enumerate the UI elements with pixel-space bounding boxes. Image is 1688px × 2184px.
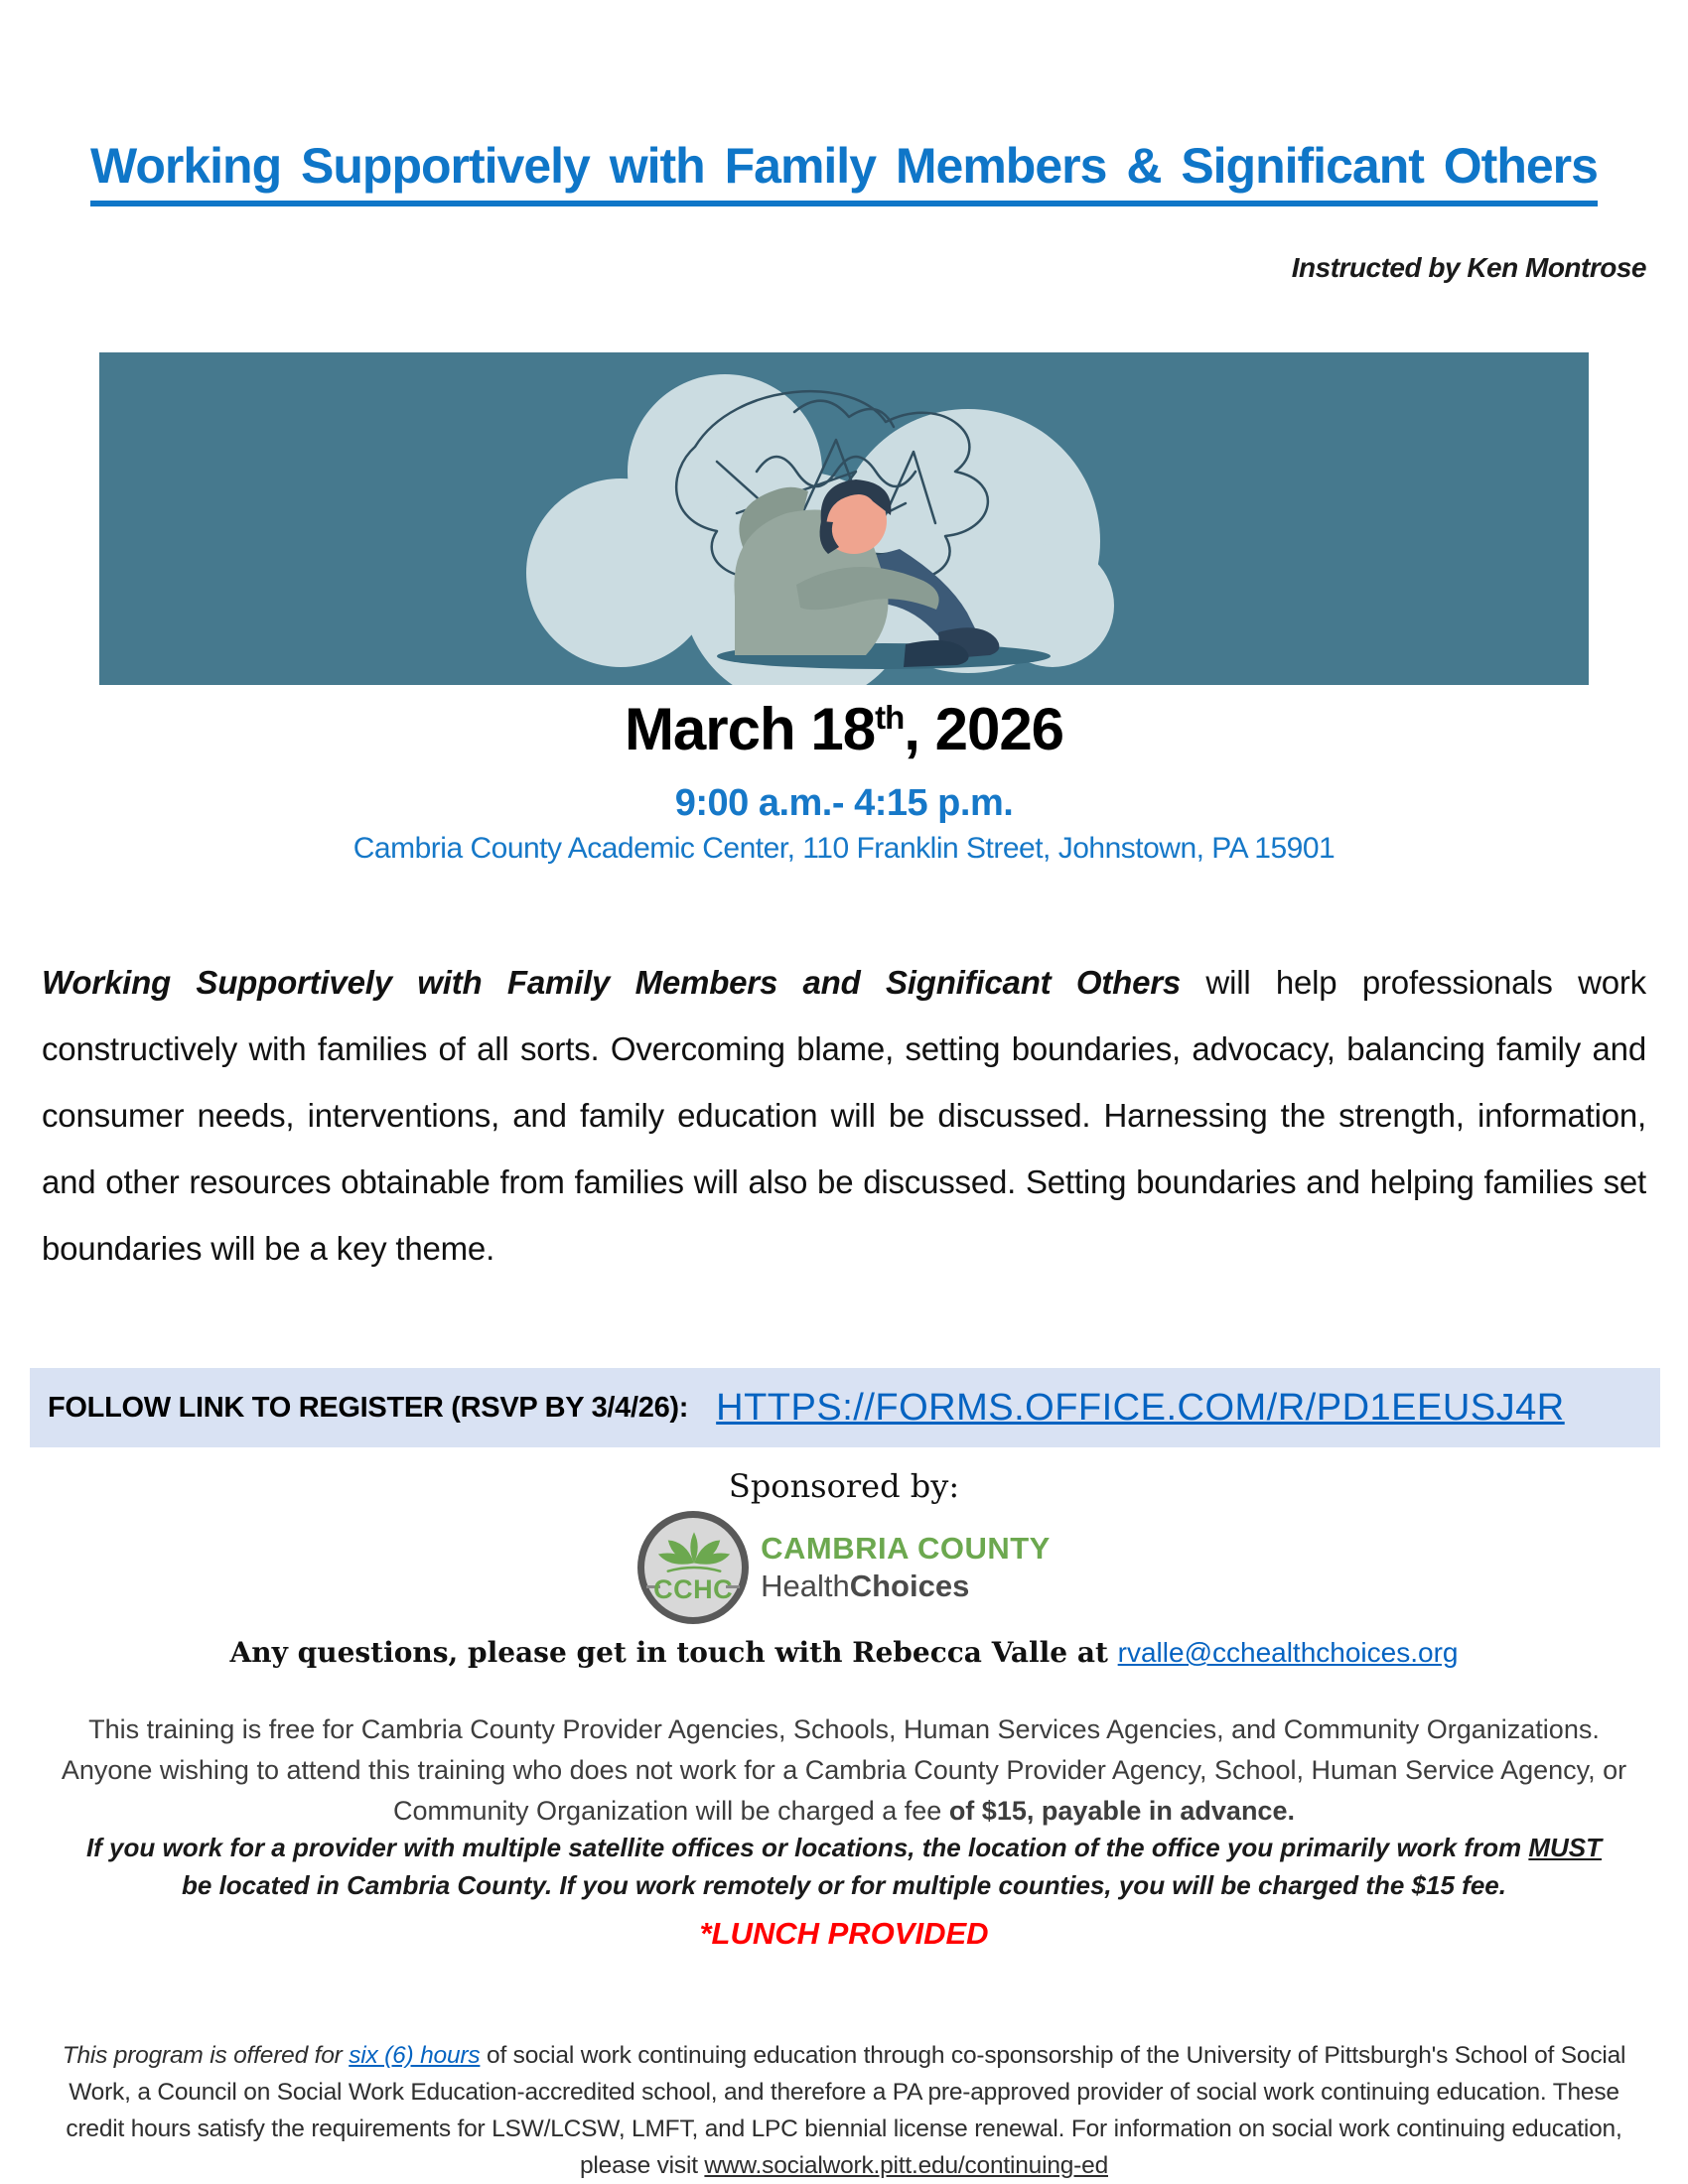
sponsored-by-label: Sponsored by: — [728, 1467, 960, 1505]
logo-org-sub — [761, 1569, 1051, 1604]
register-label: FOLLOW LINK TO REGISTER (RSVP BY 3/4/26): — [48, 1391, 689, 1424]
fee-notice — [58, 1709, 1630, 1832]
anxiety-illustration — [99, 352, 1589, 685]
page-title-text: Working Supportively with Family Members & Significant Others — [90, 137, 1598, 206]
description-body: will help professionals work constructively with families of all sorts. Overcoming blame, setting boundaries, advocacy, balancing family and consumer needs, interventions, and family education will be discussed. Harnessing the strength, information, and other resources obtainable from families will also be discussed. Setting boundaries and helping families set boundaries will be a key theme. — [42, 964, 1646, 1267]
event-date-year: , 2026 — [904, 696, 1064, 762]
contact-text: Any questions, please get in touch with Rebecca Valle at — [229, 1636, 1118, 1669]
event-date-ordinal: th — [875, 699, 905, 736]
cchc-logo-icon — [637, 1511, 749, 1624]
leaf-icon — [653, 1524, 735, 1579]
satellite-part2: be located in Cambria County. If you work remotely or for multiple counties, you will be charged the $15 fee. — [182, 1870, 1506, 1900]
pitt-continuing-ed-link[interactable]: www.socialwork.pitt.edu/continuing-ed — [704, 2152, 1108, 2179]
logo-wordmark — [761, 1531, 1051, 1604]
cchc-logo — [0, 1511, 1688, 1624]
logo-choices: Choices — [849, 1569, 970, 1603]
event-date-main: March 18 — [624, 696, 876, 762]
register-link[interactable]: HTTPS://FORMS.OFFICE.COM/R/PD1EEUSJ4R — [716, 1386, 1565, 1429]
contact-email-link[interactable]: rvalle@cchealthchoices.org — [1117, 1637, 1459, 1668]
accreditation-footer — [40, 2037, 1648, 2184]
logo-acronym: CCHC — [653, 1574, 734, 1604]
fee-notice-text: This training is free for Cambria County Provider Agencies, Schools, Human Services Agencies, and Community Organizations. Anyone wishing to attend this training who does not work for a Cambria County Provider Agency, School, Human Service Agency, or Community Organization will be charged a fee — [61, 1714, 1627, 1826]
accreditation-lead: This program is offered for — [62, 2042, 350, 2069]
logo-health: Health — [761, 1569, 850, 1603]
six-hours-link[interactable]: six (6) hours — [349, 2042, 481, 2069]
contact-line — [0, 1636, 1688, 1669]
register-banner — [30, 1368, 1660, 1447]
fee-notice-bold: of $15, payable in advance. — [948, 1796, 1295, 1826]
description-lead: Working Supportively with Family Members and Significant Others — [42, 964, 1182, 1001]
page-title — [0, 137, 1688, 206]
description-paragraph — [42, 949, 1646, 1282]
event-location: Cambria County Academic Center, 110 Franklin Street, Johnstown, PA 15901 — [352, 832, 1336, 865]
instructor-byline: Instructed by Ken Montrose — [1291, 252, 1646, 283]
lunch-provided-note: *LUNCH PROVIDED — [699, 1916, 989, 1951]
event-time: 9:00 a.m.- 4:15 p.m. — [674, 782, 1014, 824]
satellite-part1: If you work for a provider with multiple satellite offices or locations, the location of the office you primarily work from — [85, 1833, 1529, 1862]
satellite-notice — [71, 1829, 1617, 1904]
event-date — [0, 695, 1688, 763]
accreditation-body: of social work continuing education through co-sponsorship of the University of Pittsburgh's School of Social Work, a Council on Social Work Education-accredited school, and therefore a PA pre-approved provider of social work continuing education. These credit hours satisfy the requirements for LSW/LCSW, LMFT, and LPC biennial license renewal. For information on social work continuing education, please visit — [66, 2042, 1626, 2179]
logo-org-name: CAMBRIA COUNTY — [761, 1531, 1051, 1566]
satellite-must: MUST — [1528, 1833, 1603, 1862]
anxiety-illustration-svg — [99, 352, 1589, 685]
